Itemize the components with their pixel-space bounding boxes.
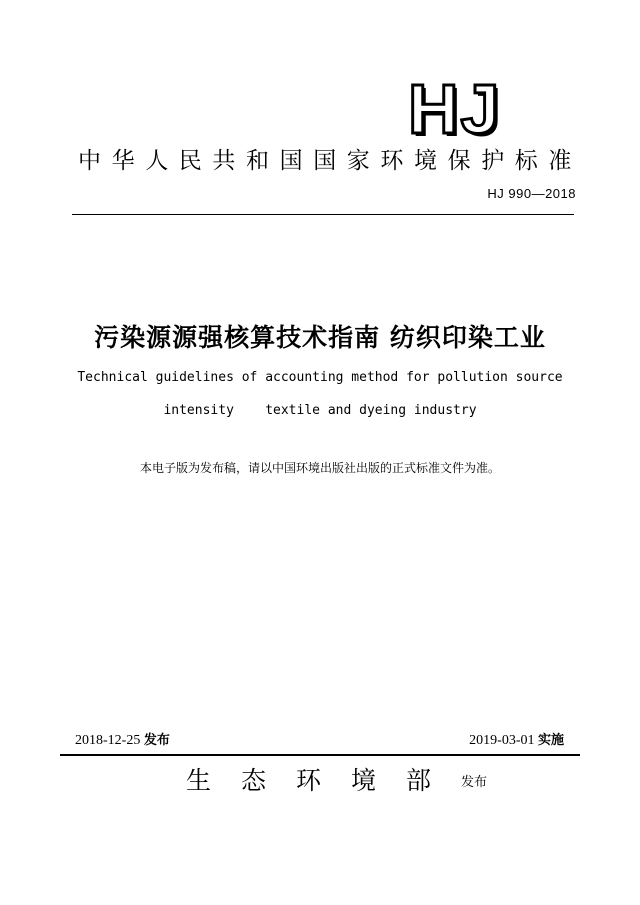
implement-date-value: 2019-03-01 bbox=[469, 733, 535, 748]
organization-title: 中华人民共和国国家环境保护标准 bbox=[78, 148, 582, 174]
publish-date-value: 2018-12-25 bbox=[75, 733, 141, 748]
bottom-divider bbox=[60, 754, 580, 756]
issuing-ministry: 生态环境部 bbox=[186, 766, 462, 795]
top-divider bbox=[72, 214, 574, 215]
document-title-english-line1: Technical guidelines of accounting method for pollution source bbox=[77, 370, 563, 385]
publish-date bbox=[75, 729, 170, 749]
issue-label: 发布 bbox=[461, 775, 488, 790]
implement-date-label: 实施 bbox=[537, 733, 564, 748]
publish-date-label: 发布 bbox=[143, 733, 170, 748]
implement-date bbox=[469, 729, 564, 749]
document-title-chinese: 污染源源强核算技术指南 纺织印染工业 bbox=[94, 323, 546, 352]
hj-logo: HJ bbox=[408, 70, 502, 148]
document-title-english-line2: intensity textile and dyeing industry bbox=[163, 403, 477, 418]
standard-number: HJ 990—2018 bbox=[487, 186, 576, 201]
electronic-version-notice: 本电子版为发布稿，请以中国环境出版社出版的正式标准文件为准。 bbox=[139, 461, 500, 475]
